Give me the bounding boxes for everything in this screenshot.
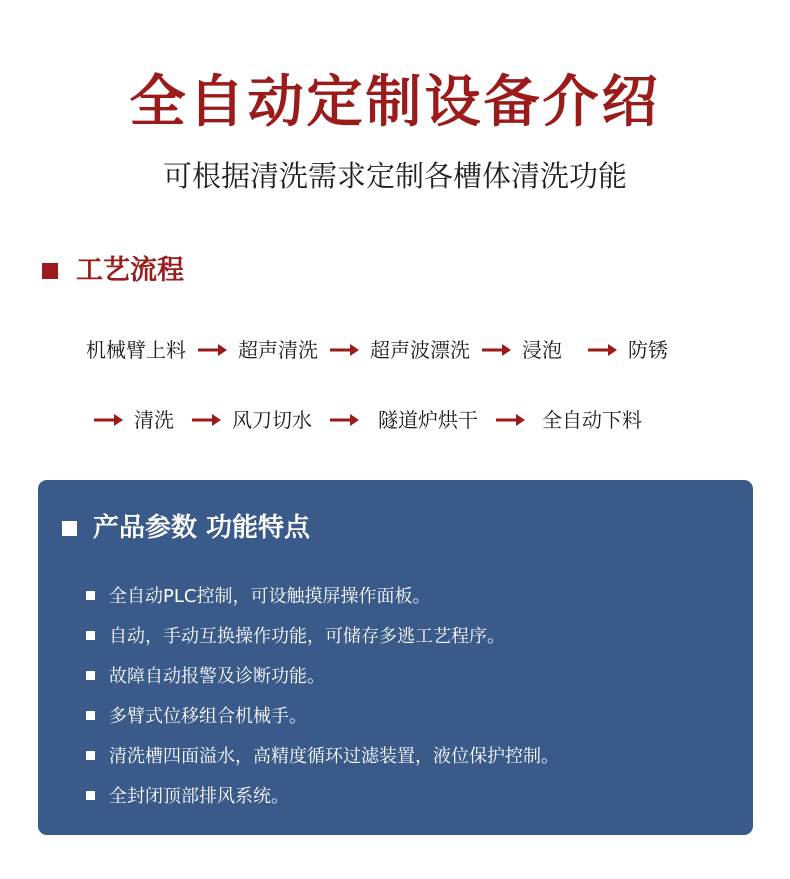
list-item <box>86 735 559 775</box>
bullet-square-icon <box>86 711 95 720</box>
page-title: 全自动定制设备介绍 <box>129 70 661 135</box>
process-step: 超声波漂洗 <box>370 338 470 362</box>
features-panel <box>38 480 753 835</box>
process-step: 超声清洗 <box>238 338 318 362</box>
feature-text: 故障自动报警及诊断功能。 <box>109 666 325 687</box>
list-item <box>86 775 559 815</box>
arrow-right-icon <box>90 405 126 435</box>
list-item <box>86 615 559 655</box>
process-step: 风刀切水 <box>232 408 312 432</box>
list-item <box>86 655 559 695</box>
process-heading-label: 工艺流程 <box>76 255 184 286</box>
white-square-icon <box>62 521 77 536</box>
process-step: 机械臂上料 <box>86 338 186 362</box>
arrow-right-icon <box>326 335 362 365</box>
arrow-right-icon <box>478 335 514 365</box>
bullet-square-icon <box>86 671 95 680</box>
features-heading-label: 产品参数 功能特点 <box>93 513 311 543</box>
arrow-right-icon <box>326 405 362 435</box>
bullet-square-icon <box>86 631 95 640</box>
feature-text: 自动，手动互换操作功能，可储存多逃工艺程序。 <box>109 626 505 647</box>
list-item <box>86 695 559 735</box>
process-step: 防锈 <box>628 338 668 362</box>
process-step: 全自动下料 <box>542 408 642 432</box>
process-step: 清洗 <box>134 408 174 432</box>
feature-text: 全自动PLC控制，可设触摸屏操作面板。 <box>109 586 431 607</box>
features-heading <box>62 510 310 546</box>
process-heading <box>42 253 184 289</box>
arrow-right-icon <box>194 335 230 365</box>
feature-text: 多臂式位移组合机械手。 <box>109 706 307 727</box>
list-item <box>86 575 559 615</box>
feature-text: 清洗槽四面溢水，高精度循环过滤装置，液位保护控制。 <box>109 746 559 767</box>
feature-text: 全封闭顶部排风系统。 <box>109 786 289 807</box>
arrow-right-icon <box>188 405 224 435</box>
bullet-square-icon <box>86 791 95 800</box>
process-flow-row-1 <box>86 335 668 365</box>
bullet-square-icon <box>86 751 95 760</box>
features-list <box>86 575 559 815</box>
bullet-square-icon <box>86 591 95 600</box>
arrow-right-icon <box>492 405 528 435</box>
red-square-icon <box>42 263 58 279</box>
process-step: 浸泡 <box>522 338 562 362</box>
page-subtitle: 可根据清洗需求定制各槽体清洗功能 <box>162 159 627 193</box>
arrow-right-icon <box>584 335 620 365</box>
process-flow-row-2 <box>90 405 642 435</box>
process-step: 隧道炉烘干 <box>378 408 478 432</box>
